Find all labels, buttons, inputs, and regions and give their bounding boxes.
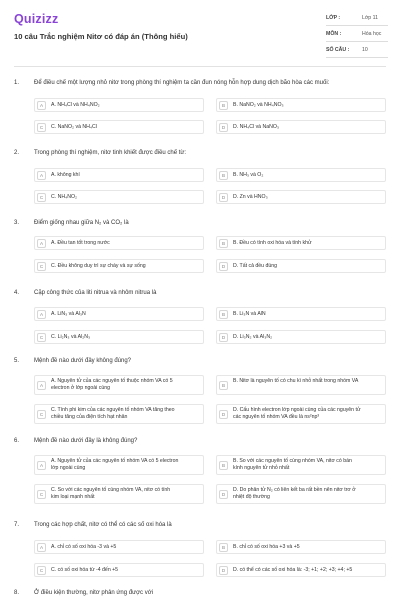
option-letter: C <box>37 490 46 499</box>
option-text: A. Nguyên tử của các nguyên tố thuộc nhóm VA có 5 electron ở lớp ngoài cùng <box>51 378 173 391</box>
option-a[interactable] <box>34 236 204 250</box>
question-text: Trong các hợp chất, nitơ có thể có các số oxi hóa là <box>34 522 172 528</box>
option-letter: B <box>219 239 228 248</box>
option-a[interactable] <box>34 307 204 321</box>
option-letter: D <box>219 193 228 202</box>
question-number: 7. <box>14 522 20 528</box>
option-text: D. có thể có các số oxi hóa là: -3; +1; +2; +3; +4; +5 <box>233 567 353 573</box>
question-6 <box>14 438 386 508</box>
option-b[interactable] <box>216 455 386 475</box>
option-letter: D <box>219 333 228 342</box>
option-text: D. Li₃N₂ và Al₃N₂ <box>233 334 273 340</box>
option-c[interactable] <box>34 330 204 344</box>
option-letter: A <box>37 171 46 180</box>
option-b[interactable] <box>216 236 386 250</box>
option-letter: C <box>37 333 46 342</box>
meta-row-subject <box>326 28 388 42</box>
option-a[interactable] <box>34 168 204 182</box>
question-number: 4. <box>14 290 20 296</box>
option-text: B. Nitơ là nguyên tố có chu kì nhỏ nhất trong nhóm VA <box>233 378 359 384</box>
quizizz-logo: Quizizz <box>14 12 59 26</box>
question-number: 5. <box>14 358 20 364</box>
option-b[interactable] <box>216 98 386 112</box>
option-d[interactable] <box>216 259 386 273</box>
option-letter: A <box>37 239 46 248</box>
option-d[interactable] <box>216 190 386 204</box>
option-text: D. NH₄Cl và NaNO₃ <box>233 124 280 130</box>
option-letter: A <box>37 310 46 319</box>
option-text: B. So với các nguyên tố cùng nhóm VA, nitơ có bán kính nguyên tử nhỏ nhất <box>233 458 352 471</box>
option-text: B. Li₃N và AlN <box>233 311 266 317</box>
option-text: D. Tất cả đều đúng <box>233 263 278 269</box>
meta-label-class: LỚP : <box>326 15 341 21</box>
option-letter: D <box>219 490 228 499</box>
question-text: Điểm giống nhau giữa N₂ và CO₂ là <box>34 220 129 226</box>
question-5 <box>14 358 386 428</box>
option-d[interactable] <box>216 330 386 344</box>
option-text: C. có số oxi hóa từ -4 đến +5 <box>51 567 119 573</box>
option-letter: A <box>37 381 46 390</box>
option-text: C. Li₂N₃ và Al₂N₃ <box>51 334 91 340</box>
option-c[interactable] <box>34 404 204 424</box>
option-text: C. So với các nguyên tố cùng nhóm VA, nitơ có tính kim loại mạnh nhất <box>51 487 171 500</box>
option-letter: C <box>37 410 46 419</box>
option-text: A. Nguyên tử của các nguyên tố nhóm VA có 5 electron lớp ngoài cùng <box>51 458 179 471</box>
option-text: C. NaNO₂ và NH₄Cl <box>51 124 97 130</box>
meta-row-count <box>326 44 388 58</box>
question-3 <box>14 220 386 274</box>
question-4 <box>14 290 386 344</box>
option-c[interactable] <box>34 563 204 577</box>
meta-label-subject: MÔN : <box>326 31 342 37</box>
option-d[interactable] <box>216 563 386 577</box>
question-text: Cặp công thức của liti nitrua và nhôm nitrua là <box>34 290 157 296</box>
meta-row-class <box>326 12 388 26</box>
question-text: Mệnh đề nào dưới đây là không đúng? <box>34 438 138 444</box>
question-number: 1. <box>14 80 20 86</box>
option-letter: A <box>37 543 46 552</box>
option-letter: B <box>219 171 228 180</box>
option-b[interactable] <box>216 307 386 321</box>
option-letter: B <box>219 101 228 110</box>
question-text: Trong phòng thí nghiệm, nitơ tinh khiết được điều chế từ: <box>34 150 187 156</box>
meta-value-class: Lớp 11 <box>362 15 378 21</box>
option-text: A. chỉ có số oxi hóa -3 và +5 <box>51 544 117 550</box>
option-text: D. Cấu hình electron lớp ngoài cùng của các nguyên tử các nguyên tố nhóm VA đều là ns²np³ <box>233 407 361 420</box>
option-letter: D <box>219 566 228 575</box>
question-number: 2. <box>14 150 20 156</box>
option-letter: A <box>37 101 46 110</box>
option-a[interactable] <box>34 375 204 395</box>
option-d[interactable] <box>216 404 386 424</box>
option-text: C. NH₄NO₂ <box>51 194 78 200</box>
option-text: A. LiN₃ và Al₃N <box>51 311 86 317</box>
option-letter: C <box>37 262 46 271</box>
option-b[interactable] <box>216 540 386 554</box>
question-2 <box>14 150 386 204</box>
meta-label-count: SỐ CÂU : <box>326 47 350 53</box>
meta-value-subject: Hóa học <box>362 31 382 37</box>
option-a[interactable] <box>34 455 204 475</box>
option-d[interactable] <box>216 484 386 504</box>
option-text: A. NH₄Cl và NH₄NO₂ <box>51 102 100 108</box>
option-letter: C <box>37 123 46 132</box>
question-text: Để điều chế một lượng nhỏ nitơ trong phòng thí nghiệm ta cần đun nóng hỗn hợp dung dịch bão hòa các muối: <box>34 80 330 86</box>
document-title: 10 câu Trắc nghiệm Nitơ có đáp án (Thông hiểu) <box>14 32 188 41</box>
option-c[interactable] <box>34 259 204 273</box>
option-letter: D <box>219 410 228 419</box>
option-letter: D <box>219 262 228 271</box>
option-b[interactable] <box>216 168 386 182</box>
option-text: B. Đều có tính oxi hóa và tính khử <box>233 240 312 246</box>
meta-value-count: 10 <box>362 47 368 53</box>
option-text: C. Tính phi kim của các nguyên tố nhóm VA tăng theo chiều tăng của điện tích hạt nhân <box>51 407 175 420</box>
option-text: B. NH₃ và O₂ <box>233 172 264 178</box>
option-letter: C <box>37 193 46 202</box>
question-number: 6. <box>14 438 20 444</box>
header-divider <box>14 66 386 67</box>
option-d[interactable] <box>216 120 386 134</box>
option-letter: A <box>37 461 46 470</box>
question-number: 3. <box>14 220 20 226</box>
question-number: 8. <box>14 590 20 596</box>
option-c[interactable] <box>34 120 204 134</box>
option-text: C. Đều không duy trì sự cháy và sự sống <box>51 263 146 269</box>
question-7 <box>14 522 386 578</box>
option-c[interactable] <box>34 484 204 504</box>
option-text: A. Đều tan tốt trong nước <box>51 240 110 246</box>
page-header <box>0 0 400 66</box>
question-text: Mệnh đề nào dưới đây không đúng? <box>34 358 132 364</box>
option-letter: B <box>219 461 228 470</box>
question-8 <box>14 590 386 600</box>
option-text: B. NaNO₂ và NH₄NO₃ <box>233 102 284 108</box>
option-text: D. Zn và HNO₃ <box>233 194 268 200</box>
option-b[interactable] <box>216 375 386 395</box>
option-letter: B <box>219 381 228 390</box>
option-text: A. không khí <box>51 172 80 178</box>
option-letter: C <box>37 566 46 575</box>
option-a[interactable] <box>34 540 204 554</box>
question-text: Ở điều kiện thường, nitơ phản ứng được với <box>34 590 153 596</box>
option-letter: B <box>219 310 228 319</box>
option-c[interactable] <box>34 190 204 204</box>
option-text: B. chỉ có số oxi hóa +3 và +5 <box>233 544 300 550</box>
option-letter: D <box>219 123 228 132</box>
question-1 <box>14 80 386 134</box>
option-text: D. Do phân tử N₂ có liên kết ba rất bền nên nitơ trơ ở nhiệt độ thường <box>233 487 356 500</box>
option-letter: B <box>219 543 228 552</box>
option-a[interactable] <box>34 98 204 112</box>
